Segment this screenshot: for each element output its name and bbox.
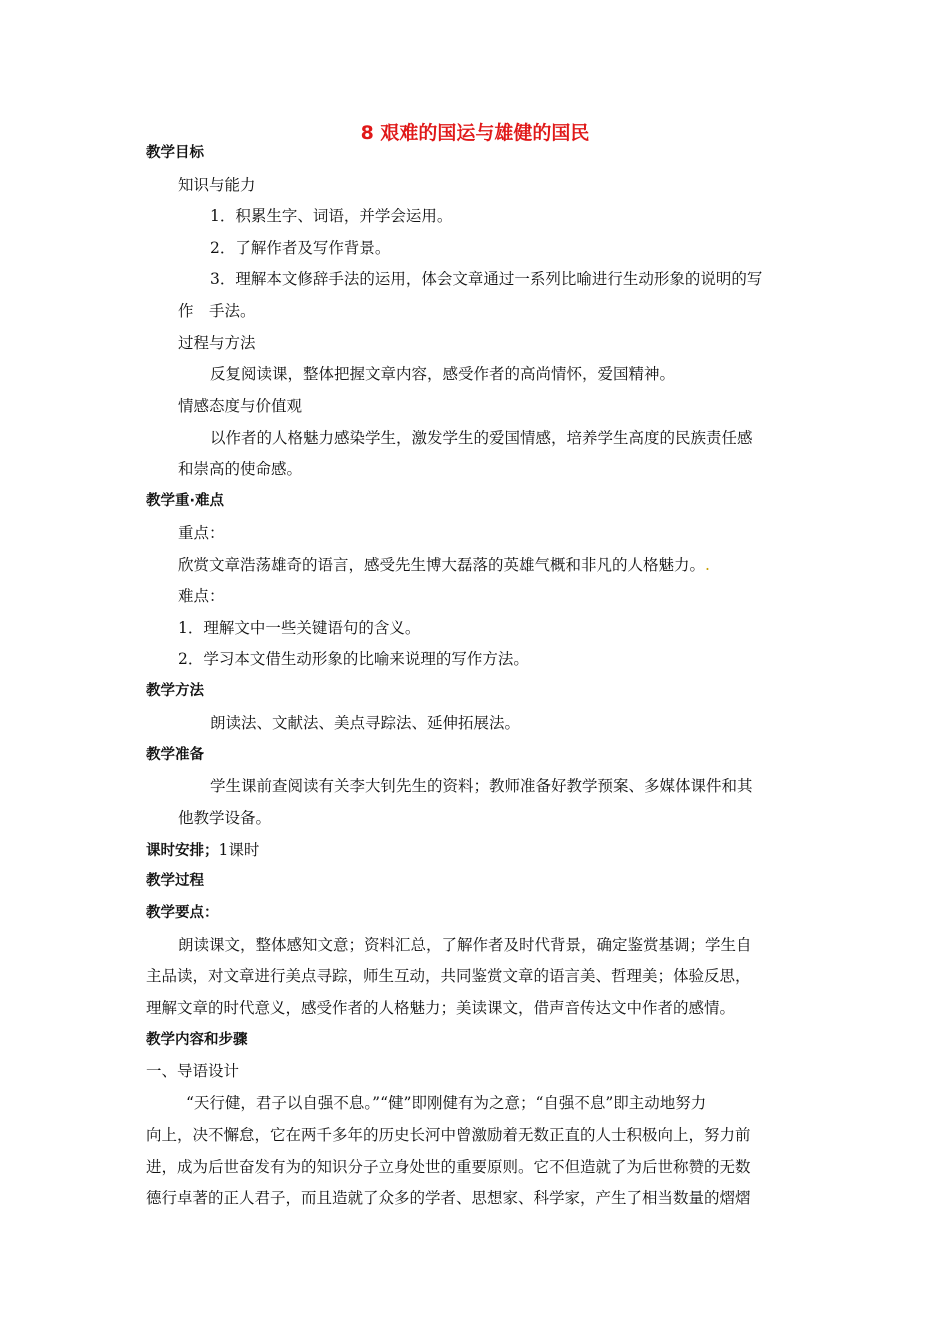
- emotion-text-cont: 和崇高的使命感。: [178, 460, 303, 478]
- heading-schedule: 课时安排；: [146, 843, 219, 859]
- schedule-line: [146, 840, 259, 861]
- section-intro-design: 一、导语设计: [146, 1062, 240, 1080]
- subheading-emotion: 情感态度与价值观: [178, 397, 303, 415]
- heading-preparation: 教学准备: [146, 747, 204, 763]
- intro-paragraph-4: 德行卓著的正人君子，而且造就了众多的学者、思想家、科学家，产生了相当数量的熠熠: [146, 1189, 751, 1207]
- key-steps-text-1: 朗读课文，整体感知文意；资料汇总，了解作者及时代背景，确定鉴赏基调；学生自: [178, 936, 752, 954]
- subheading-knowledge: 知识与能力: [178, 176, 256, 194]
- label-key-point: 重点：: [178, 524, 225, 542]
- subheading-process: 过程与方法: [178, 334, 256, 352]
- goal-item-3: 3．理解本文修辞手法的运用，体会文章通过一系列比喻进行生动形象的说明的写: [210, 270, 763, 288]
- emotion-text: 以作者的人格魅力感染学生，激发学生的爱国情感，培养学生高度的民族责任感: [210, 429, 753, 447]
- intro-paragraph-1: “天行健，君子以自强不息。”“健”即刚健有为之意；“自强不息”即主动地努力: [186, 1094, 707, 1112]
- goal-item-3-cont: 作 手法。: [178, 302, 256, 320]
- key-steps-text-3: 理解文章的时代意义，感受作者的人格魅力；美读课文，借声音传达文中作者的感情。: [146, 999, 736, 1017]
- process-text: 反复阅读课，整体把握文章内容，感受作者的高尚情怀，爱国精神。: [210, 365, 676, 383]
- goal-item-1: 1．积累生字、词语，并学会运用。: [210, 207, 453, 225]
- preparation-text: 学生课前查阅读有关李大钊先生的资料；教师准备好教学预案、多媒体课件和其: [210, 777, 753, 795]
- schedule-value: 1课时: [218, 841, 260, 859]
- stray-mark: .: [705, 556, 710, 574]
- goal-item-2: 2．了解作者及写作背景。: [210, 239, 391, 257]
- intro-paragraph-2: 向上，决不懈怠，它在两千多年的历史长河中曾激励着无数正直的人士积极向上，努力前: [146, 1126, 751, 1144]
- methods-text: 朗读法、文献法、美点寻踪法、延伸拓展法。: [210, 714, 521, 732]
- label-difficulty: 难点：: [178, 587, 225, 605]
- heading-teaching-goals: 教学目标: [146, 145, 204, 161]
- heading-process: 教学过程: [146, 873, 204, 889]
- document-title: 8 艰难的国运与雄健的国民: [360, 122, 590, 144]
- difficulty-item-1: 1．理解文中一些关键语句的含义。: [178, 619, 421, 637]
- key-point-text: [178, 555, 710, 575]
- intro-paragraph-3: 进，成为后世奋发有为的知识分子立身处世的重要原则。它不但造就了为后世称赞的无数: [146, 1158, 751, 1176]
- key-steps-text-2: 主品读，对文章进行美点寻踪，师生互动，共同鉴赏文章的语言美、哲理美；体验反思，: [146, 967, 751, 985]
- key-point-body: 欣赏文章浩荡雄奇的语言，感受先生博大磊落的英雄气概和非凡的人格魅力。: [178, 556, 706, 574]
- preparation-text-cont: 他教学设备。: [178, 809, 272, 827]
- heading-methods: 教学方法: [146, 683, 204, 699]
- heading-key-points: 教学重·难点: [146, 493, 225, 509]
- heading-key-steps: 教学要点：: [146, 905, 219, 921]
- heading-content-steps: 教学内容和步骤: [146, 1032, 248, 1048]
- difficulty-item-2: 2．学习本文借生动形象的比喻来说理的写作方法。: [178, 650, 529, 668]
